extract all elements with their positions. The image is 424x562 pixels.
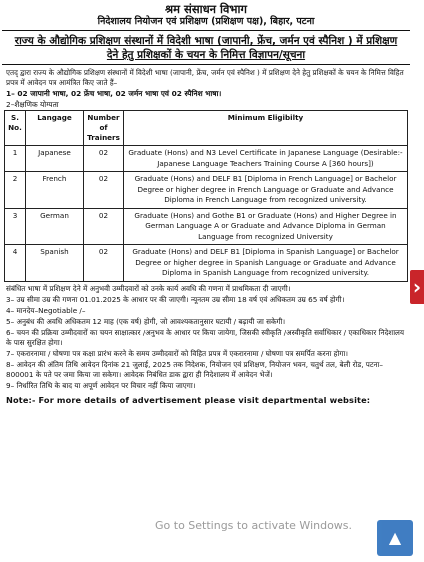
- condition-honorarium: 4– मानदेय–Negotiable /–: [6, 305, 86, 315]
- department-heading: श्रम संसाधन विभाग: [165, 2, 247, 16]
- row-language: French: [26, 172, 84, 209]
- row-trainers: 02: [84, 172, 124, 209]
- point-2: 2–शैक्षणिक योग्यता: [6, 100, 59, 109]
- row-eligibility: Graduate (Hons) and N3 Level Certificate in Japanese Language (Desirable:- Japanese Language Teachers Training Course A [360 hours]): [124, 146, 408, 172]
- row-sno: 2: [5, 172, 26, 209]
- condition-selection: 6– चयन की प्रक्रिया उम्मीदवारों का चयन साक्षात्कार /अनुभव के आधार पर किया जायेगा, जिसकी स्वीकृति /अस्वीकृति सर्वाधिकार / एकाधिकार निदेशालय के पास सुरक्षित होगा।: [6, 327, 405, 347]
- row-language: Japanese: [26, 146, 84, 172]
- table-header-row: [5, 111, 408, 146]
- condition-last-date: 8– आवेदन की अंतिम तिथि आवेदन दिनांक 21 जुलाई, 2025 तक निदेशक, नियोजन एवं प्रशिक्षण, नियोजन भवन, चतुर्थ तल, बेली रोड, पटना–800001 के पते पर जमा किया जा सकेगा। आवेदक निबंधित डाक द्वारा ही निदेशालय में आवेदन भेजें।: [6, 359, 383, 379]
- row-trainers: 02: [84, 146, 124, 172]
- scroll-to-top-button[interactable]: ▲: [377, 520, 413, 556]
- condition-age: 3– उम्र सीमा उम्र की गणना 01.01.2025 के आधार पर की जाएगी। न्यूनतम उम्र सीमा 18 वर्ष एवं अधिकतम उम्र 65 वर्ष होगी।: [6, 294, 345, 304]
- condition-agreement: 7– एकरारनामा / घोषणा पत्र कक्षा प्रारंभ करने के समय उम्मीदवारों को विहित प्रपत्र में एकरारनामा / घोषणा पत्र समर्पित करना होगा।: [6, 348, 348, 358]
- table-row: [5, 146, 408, 172]
- row-language: German: [26, 208, 84, 245]
- condition-late: 9– निर्धारित तिथि के बाद या अपूर्ण आवेदन पर विचार नहीं किया जाएगा।: [6, 380, 196, 390]
- directorate-subheading: निदेशालय नियोजन एवं प्रशिक्षण (प्रशिक्षण पक्ष), बिहार, पटना: [2, 16, 410, 31]
- conditions-list: [2, 282, 410, 391]
- row-eligibility: Graduate (Hons) and DELF B1 [Diploma in French Language] or Bachelor Degree or higher degree in French Language or Graduate and Advance Diploma in French Language from recognized university.: [124, 172, 408, 209]
- row-eligibility: Graduate (Hons) and DELF B1 [Diploma in Spanish Language] or Bachelor Degree or higher degree in Spanish Language or Graduate and Advance Diploma in Spanish Language from recognized university.: [124, 245, 408, 282]
- condition-experience: संबंधित भाषा में प्रशिक्षण देने में अनुभवी उम्मीदवारों को उनके कार्य अवधि की गणना में प्राथमिकता दी जाएगी।: [6, 283, 291, 293]
- col-eligibility: Minimum Eligibilty: [124, 111, 408, 146]
- col-language: Langage: [26, 111, 84, 146]
- row-eligibility: Graduate (Hons) and Gothe B1 or Graduate (Hons) and Higher Degree in German Language A or Graduate and Advance Diploma in German Language from recognized University: [124, 208, 408, 245]
- col-trainers: Number of Trainers: [84, 111, 124, 146]
- row-sno: 4: [5, 245, 26, 282]
- row-language: Spanish: [26, 245, 84, 282]
- table-row: [5, 208, 408, 245]
- row-sno: 3: [5, 208, 26, 245]
- website-note: Note:- For more details of advertisement please visit departmental website:: [6, 394, 371, 405]
- notice-title: राज्य के औद्योगिक प्रशिक्षण संस्थानों में विदेशी भाषा (जापानी, फ्रेंच, जर्मन एवं स्पैनिश ) में प्रशिक्षण देने हेतु प्रशिक्षकों के चयन के निमित्त विज्ञापन/सूचना: [2, 31, 410, 65]
- next-arrow-icon[interactable]: ›: [410, 270, 424, 304]
- point-1: 1– 02 जापानी भाषा, 02 फ्रेंच भाषा, 02 जर्मन भाषा एवं 02 स्पैनिश भाषा।: [6, 89, 222, 98]
- eligibility-table: [4, 110, 408, 282]
- windows-activation-watermark: Go to Settings to activate Windows.: [155, 519, 353, 532]
- table-row: [5, 245, 408, 282]
- col-sno: S. No.: [5, 111, 26, 146]
- row-trainers: 02: [84, 208, 124, 245]
- condition-contract: 5– अनुबंध की अवधि अधिकतम 12 माह (एक वर्ष) होगी, जो आवश्यकतानुसार घटायी / बढ़ायी जा सकेगी।: [6, 316, 286, 326]
- row-sno: 1: [5, 146, 26, 172]
- intro-paragraph: एतद् द्वारा राज्य के औद्योगिक प्रशिक्षण संस्थानों में विदेशी भाषा (जापानी, फ्रेंच, जर्मन एवं स्पैनिश ) में प्रशिक्षण देने हेतु प्रशिक्षकों के चयन के निमित्त विहित प्रपत्र में आवेदन पत्र आमंत्रित किए जाते हैं–: [6, 68, 404, 87]
- advertisement-page: [2, 0, 410, 562]
- row-trainers: 02: [84, 245, 124, 282]
- table-row: [5, 172, 408, 209]
